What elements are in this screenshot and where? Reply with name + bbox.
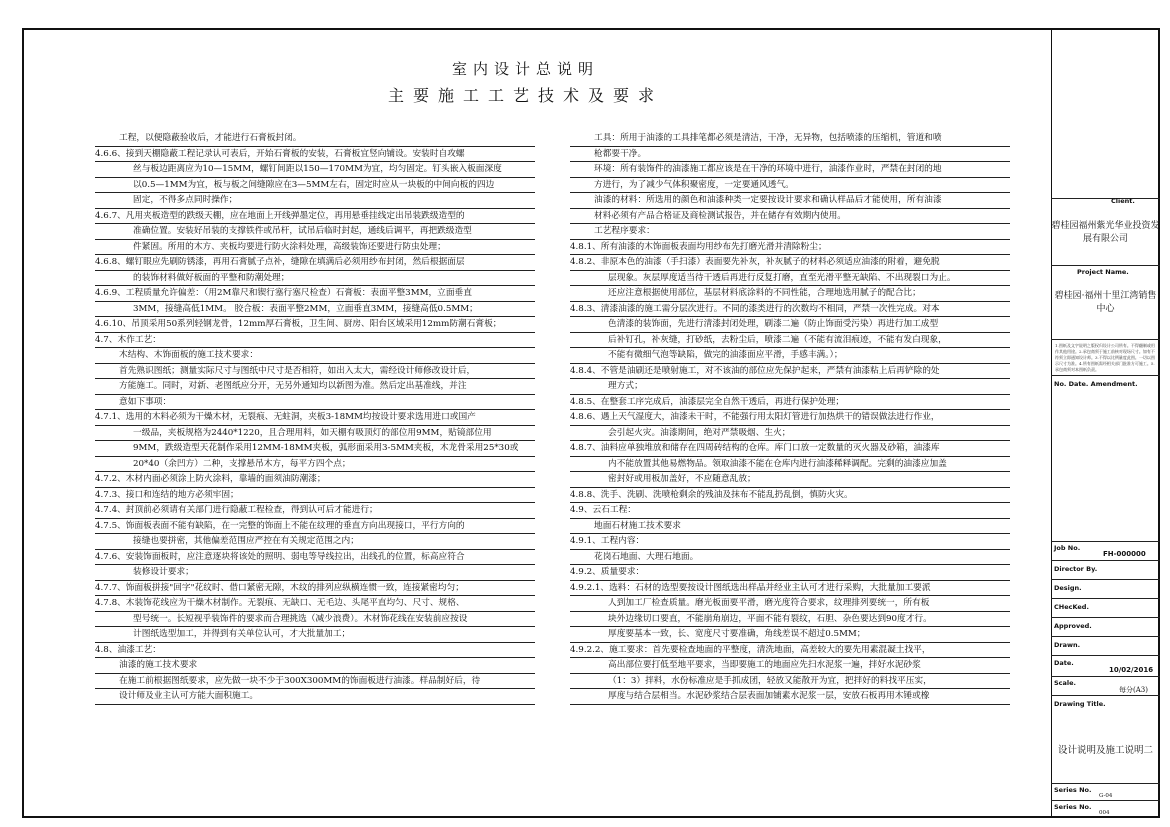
text-line: 枪都要干净。: [570, 147, 1010, 163]
series-label-1: Series No.: [1054, 786, 1092, 794]
drawn-label: Drawn.: [1054, 641, 1081, 649]
design-label: Design.: [1054, 584, 1082, 592]
right-text-column: [570, 131, 1010, 705]
date-value: 10/02/2016: [1109, 666, 1154, 674]
text-line: 4.6.6、接到天棚隐蔽工程记录认可表后，开始石膏板的安装，石膏板宜竖向铺设。安装时自攻螺: [95, 147, 535, 163]
approved-label: Approved.: [1054, 622, 1092, 630]
text-line: 色清漆的装饰面，先进行清漆封闭处理，刷漆二遍（防止饰面受污染）再进行加工成型: [570, 317, 1010, 333]
project-label: Project Name.: [1077, 268, 1129, 276]
text-line: 工程，以便隐蔽验收后，才能进行石膏板封闭。: [95, 131, 535, 147]
drawing-title-label: Drawing Title.: [1054, 700, 1106, 708]
project-box: [1051, 266, 1160, 340]
text-line: 4.8.6、遇上天气湿度大，油漆未干时，不能强行用太阳灯管进行加热烘干的错误做法进行作业，: [570, 410, 1010, 426]
text-line: 20*40（余凹方）二种，支撑悬吊木方，每平方四个点；: [95, 457, 535, 473]
checked-label: CHecKed.: [1054, 603, 1089, 611]
text-line: 一级品，夹板规格为2440*1220，且合理用料，如天棚有吸顶灯的部位用9MM，贴镜部位用: [95, 426, 535, 442]
text-line: 4.7、木作工艺：: [95, 333, 535, 349]
text-line: 4.8.1、所有油漆的木饰面板表面均用纱布先打磨光滑并清除粉尘；: [570, 240, 1010, 256]
series-label-2: Series No.: [1054, 803, 1092, 811]
text-line: 4.6.8、螺钉眼应先刷防锈漆，再用石膏腻子点补，缝隙在填满后必须用纱布封闭，然后根据面层: [95, 255, 535, 271]
text-line: 意如下事项：: [95, 395, 535, 411]
text-line: 准确位置。安装好吊装的支撑铁件或吊杆，试吊后临时封起，通线后调平，再把跌级造型: [95, 224, 535, 240]
design-row: [1051, 580, 1160, 599]
text-line: 层现象。灰层厚度适当待干透后再进行反复打磨，直至光滑平整无缺陷、不出现裂口为止。: [570, 271, 1010, 287]
text-line: 会引起火灾。油漆期间，绝对严禁吸烟、生火；: [570, 426, 1010, 442]
text-line: 4.7.8、木装饰花线应为干燥木材制作。无裂痕、无缺口、无毛边、头尾平直均匀、尺寸、规格、: [95, 596, 535, 612]
text-line: 方进行，为了减少气体积聚密度，一定要通风透气。: [570, 178, 1010, 194]
text-line: 接缝也要拼密，其他偏差范围应严控在有关规定范围之内；: [95, 534, 535, 550]
text-line: 环境：所有装饰件的油漆施工都应该是在干净的环境中进行，油漆作业时，严禁在封闭的地: [570, 162, 1010, 178]
project-name: 碧桂园·福州十里江湾销售中心: [1054, 291, 1157, 314]
text-line: 4.6.7、凡用夹板造型的跌级天棚，应在地面上开线弹墨定位，再用悬垂挂线定出吊装跌级造型的: [95, 209, 535, 225]
text-line: 4.9.2、质量要求：: [570, 565, 1010, 581]
text-line: 内不能放置其他易燃物品。领取油漆不能在仓库内进行油漆稀释调配。完剩的油漆应加盖: [570, 457, 1010, 473]
text-line: 4.8.8、洗手、洗刷、洗喷枪剩余的残油及抹布不能乱扔乱倒，慎防火灾。: [570, 488, 1010, 504]
text-line: 4.7.7、饰面板拼接"回字"花纹时、借口紧密无隙，木纹的排列应纵横连惯一致，连接紧密均匀；: [95, 581, 535, 597]
text-line: 人到加工厂检查质量。磨光板面要平滑，磨光度符合要求，纹理排列要统一，所有板: [570, 596, 1010, 612]
notes-text: 1.图纸及文字说明之版权归设计公司所有。不得翻制或用作其他用途。2.承包商须于施工前核对现场尺寸。如有不符须立即通知设计师。3.不得以比例量度此图。一切以图示尺寸为准。4.所有图纸需经相关部门批准方可施工。5.承包商须对本图纸负责。: [1055, 343, 1155, 372]
scale-row: [1051, 677, 1160, 696]
text-line: 工具：所用于油漆的工具排笔都必须是清洁，干净，无异物，包括喷漆的压缩机，管道和喷: [570, 131, 1010, 147]
text-line: （1：3）拌料，水份标准应是手抓成团，轻放又能散开为宜，把拌好的料找平压实，: [570, 674, 1010, 690]
text-line: 高出部位要打低至地平要求，当即要施工的地面应先扫水泥浆一遍，拌好水泥砂浆: [570, 658, 1010, 674]
date-label: Date.: [1054, 659, 1074, 667]
date-row: [1051, 656, 1160, 677]
job-row: [1051, 542, 1160, 561]
text-line: 厚度要基本一致，长、宽度尺寸要准确，角线差误不超过0.5MM；: [570, 627, 1010, 643]
approved-row: [1051, 618, 1160, 637]
series-value-1: G-04: [1099, 793, 1113, 799]
page-title: 室内设计总说明: [451, 60, 599, 78]
text-line: 固定，不得多点同时操作；: [95, 193, 535, 209]
text-line: 理方式；: [570, 379, 1010, 395]
text-line: 4.8.3、清漆油漆的施工需分层次进行。不同的漆类进行的次数均不相同，严禁一次性完成。对本: [570, 302, 1010, 318]
text-line: 4.8、油漆工艺：: [95, 643, 535, 659]
director-row: [1051, 561, 1160, 580]
text-line: 不能有微细气泡等缺陷，做完的油漆面应平滑，手感丰满。）；: [570, 348, 1010, 364]
text-line: 4.7.5、饰面板表面不能有缺陷，在一完整的饰面上不能在纹理的垂直方向出现接口，平行方向的: [95, 519, 535, 535]
text-line: 油漆的施工技术要求: [95, 658, 535, 674]
page-subtitle: 主要施工工艺技术及要求: [387, 86, 663, 105]
text-line: 工艺程序要求：: [570, 224, 1010, 240]
text-line: 型号统一。长短视乎装饰件的要求而合理挑选（减少浪费）。木材饰花线在安装前应按设: [95, 612, 535, 628]
client-section: [1051, 28, 1160, 199]
notes-box: [1051, 340, 1160, 376]
text-line: 后补钉孔，补灰缝，打砂纸，去粉尘后，喷漆二遍（不能有流泪痕迹，不能有发白现象，: [570, 333, 1010, 349]
text-line: 4.7.3、接口和连结的地方必须牢固；: [95, 488, 535, 504]
text-line: 4.8.2、非原本色的油漆（手扫漆）表面要先补灰，补灰腻子的材料必须适应油漆的附着，避免脱: [570, 255, 1010, 271]
text-line: 4.6.10、吊顶采用50系列轻钢龙骨，12mm厚石膏板，卫生间、厨房、阳台区域采用12mm防潮石膏板；: [95, 317, 535, 333]
text-line: 设计师及业主认可方能大面积施工。: [95, 689, 535, 705]
text-line: 4.8.5、在整套工序完成后，油漆层完全自然干透后，再进行保护处理；: [570, 395, 1010, 411]
text-line: 装修设计要求；: [95, 565, 535, 581]
client-label: Client.: [1111, 197, 1135, 205]
text-line: 木结构、木饰面板的施工技术要求：: [95, 348, 535, 364]
text-line: 丝与板边距离应为10—15MM，螺钉间距以150—170MM为宜，均匀固定。钉头嵌入板面深度: [95, 162, 535, 178]
text-line: 4.7.4、封顶前必须请有关部门进行隐蔽工程检查，得到认可后才能进行；: [95, 503, 535, 519]
drawing-title: 设计说明及施工说明二: [1057, 745, 1153, 756]
job-value: FH-000000: [1103, 550, 1146, 558]
text-line: 4.8.7、油料应单独堆放和储存在四周砖结构的仓库。库门口放一定数量的灭火器及砂箱，油漆库: [570, 441, 1010, 457]
series-row-2: [1051, 801, 1160, 818]
text-line: 地面石材施工技术要求: [570, 519, 1010, 535]
text-line: 4.7.6、安装饰面板时，应注意逐块将该处的照明、弱电等导线拉出，出线孔的位置，标高应符合: [95, 550, 535, 566]
text-line: 厚度与结合层相当。水泥砂浆结合层表面加铺素水泥浆一层，安放石板再用木锤或橡: [570, 689, 1010, 705]
scale-value: 每分(A3): [1119, 686, 1148, 694]
text-line: 首先熟识图纸；测量实际尺寸与图纸中尺寸是否相符，如出入太大，需经设计师修改设计后，: [95, 364, 535, 380]
director-label: Director By.: [1054, 565, 1098, 573]
series-value-2: 004: [1099, 810, 1110, 816]
text-line: 4.7.2、木材内面必须涂上防火涂料，靠墙的面须油防潮漆；: [95, 472, 535, 488]
text-line: 9MM，跌级造型天花制作采用12MM-18MM夹板，弧形面采用3-5MM夹板，木龙骨采用25*30或: [95, 441, 535, 457]
title-block: [1051, 28, 1160, 818]
drawn-row: [1051, 637, 1160, 656]
text-line: 材料必须有产品合格证及商检测试报告，并在储存有效期内使用。: [570, 209, 1010, 225]
client-box: [1051, 199, 1160, 266]
text-line: 4.6.9、工程质量允许偏差：（用2M靠尺和锲行塞行塞尺检查）石膏板：表面平整3MM，立面垂直: [95, 286, 535, 302]
series-row-1: [1051, 784, 1160, 801]
text-line: 件紧固。所用的木方、夹板均要进行防火涂料处理，高级装饰还要进行防虫处理；: [95, 240, 535, 256]
text-line: 花岗石地面、大理石地面。: [570, 550, 1010, 566]
text-line: 油漆的材料：所选用的颜色和油漆种类一定要按设计要求和确认样品后才能使用，所有油漆: [570, 193, 1010, 209]
text-line: 4.9.1、工程内容：: [570, 534, 1010, 550]
checked-row: [1051, 599, 1160, 618]
text-line: 以0.5—1MM为宜，板与板之间缝隙应在3—5MM左右，固定时应从一块板的中间向板的四边: [95, 178, 535, 194]
text-line: 4.9、云石工程：: [570, 503, 1010, 519]
text-line: 计图纸选型加工，并得到有关单位认可，才大批量加工；: [95, 627, 535, 643]
client-name: 碧桂园福州紫光华业投资发展有限公司: [1051, 221, 1160, 244]
text-line: 在施工前根据图纸要求，应先做一块不少于300X300MM的饰面板进行油漆。样品制好后，待: [95, 674, 535, 690]
text-line: 密封好或用板加盖好，不应随意乱放；: [570, 472, 1010, 488]
amendment-label: No. Date. Amendment.: [1054, 380, 1138, 388]
text-line: 3MM，接缝高低1MM。 胶合板：表面平整2MM，立面垂直3MM，接缝高低0.5MM；: [95, 302, 535, 318]
left-text-column: [95, 131, 535, 705]
scale-label: Scale.: [1054, 679, 1077, 687]
job-label: Job No.: [1054, 544, 1081, 552]
text-line: 还应注意根据使用部位，基层材料底涂料的不同性能，合理地选用腻子的配合比；: [570, 286, 1010, 302]
text-line: 块外边缘切口要直，不能崩角崩边，平面不能有裂纹，石胆、杂色要达到90度才行。: [570, 612, 1010, 628]
text-line: 4.7.1、选用的木料必须为干燥木材，无裂痕、无蛀洞，夹板3-18MM均按设计要求选用进口或国产: [95, 410, 535, 426]
text-line: 4.8.4、不管是油刷还是喷射施工，对不该油的部位应先保护起来，严禁有油漆粘上后再铲除的处: [570, 364, 1010, 380]
text-line: 方能施工。同时，对新、老图纸应分开，无另外通知均以新图为准。然后定出基准线，并注: [95, 379, 535, 395]
text-line: 的装饰材料做好板面的平整和防潮处理；: [95, 271, 535, 287]
drawing-title-box: [1051, 696, 1160, 784]
text-line: 4.9.2.1、选料：石材的选型要按设计图纸选出样品并经业主认可才进行采购，大批量加工要派: [570, 581, 1010, 597]
amendment-box: [1051, 376, 1160, 542]
text-line: 4.9.2.2、施工要求：首先要检查地面的平整度，清洗地面，高差较大的要先用素混凝土找平，: [570, 643, 1010, 659]
